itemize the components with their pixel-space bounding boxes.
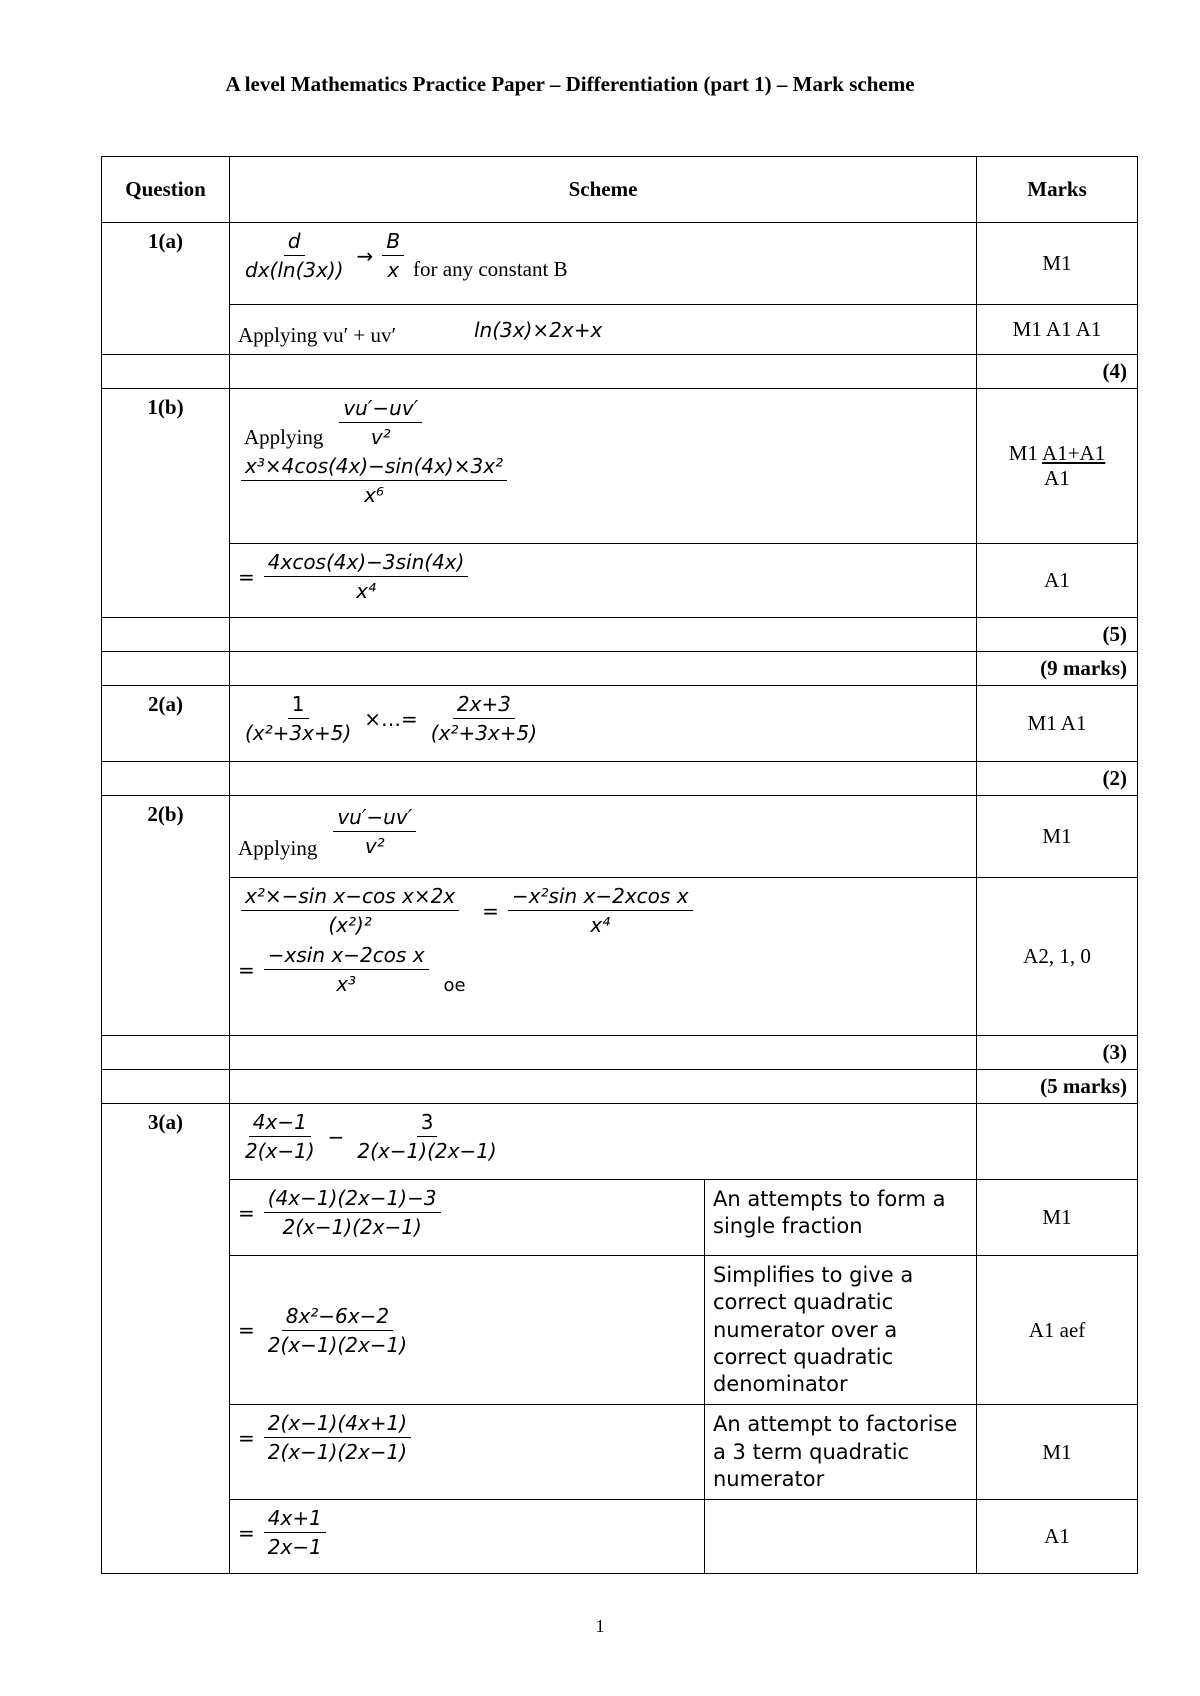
marks-cell: A1 aef <box>977 1256 1138 1405</box>
fraction: $\frac{4xcos(4x)-3\sin(4x)}{\text{x⁴}}$ <box>264 550 469 603</box>
table-row <box>102 1256 1138 1405</box>
grand-total: (9 marks) <box>977 652 1138 686</box>
arrow-icon: → <box>356 243 374 268</box>
marks-cell: M1 <box>977 1405 1138 1500</box>
fraction: $\frac{vu'-uv'}{\text{v²}}$ <box>333 805 416 858</box>
table-row <box>102 223 1138 305</box>
scheme-cell <box>230 223 977 305</box>
scheme-cell: = $\frac{4x+1}{2x-1}$ <box>230 1500 705 1574</box>
marks-cell: A2, 1, 0 <box>977 878 1138 1036</box>
table-row <box>102 1180 1138 1256</box>
guidance-note <box>705 1500 977 1574</box>
grand-total-row <box>102 1070 1138 1104</box>
oe-note: oe <box>443 975 466 996</box>
page-title: A level Mathematics Practice Paper – Differentiation (part 1) – Mark scheme <box>225 72 915 96</box>
marks-cell: M1 A1 A1 <box>977 305 1138 355</box>
fraction: $\frac{2x+3}{\text{(x²+3x+5)}}$ <box>430 692 538 745</box>
subtotal: (4) <box>977 355 1138 389</box>
table-row <box>102 305 1138 355</box>
fraction: $\frac{2(x-1)(4x+1)}{2(x-1)(2x-1)}$ <box>264 1411 411 1464</box>
table-row <box>102 878 1138 1036</box>
fraction: $\frac{1}{\text{(x²+3x+5)}}$ <box>245 692 352 745</box>
scheme-note: for any constant B <box>413 257 568 281</box>
fraction: $\frac{\text{8x²−6x−2}}{2(x-1)(2x-1)}$ <box>267 1303 408 1357</box>
subtotal-row <box>102 355 1138 389</box>
marks-cell: M1 A1 <box>977 686 1138 762</box>
table-row <box>102 1405 1138 1500</box>
subtotal-row <box>102 618 1138 652</box>
subtotal: (2) <box>977 762 1138 796</box>
question-label: 1(b) <box>102 389 230 618</box>
grand-total-row <box>102 652 1138 686</box>
subtotal-row <box>102 762 1138 796</box>
fraction: $\frac{\text{−xsin x−2cos x}}{\text{x³}}$ <box>264 943 429 996</box>
table-row <box>102 544 1138 618</box>
marks-cell: A1 <box>977 544 1138 618</box>
scheme-cell: Applying $\frac{vu'-uv'}{\text{v²}}$ $\frac{\text{x³×4cos(4x)−sin(4x)×3x²}}{\text{x⁶}}$ <box>230 389 977 544</box>
fraction: $\frac{4x-1}{2(x-1)}$ <box>245 1110 315 1163</box>
guidance-note: Simplifies to give a correct quadratic numerator over a correct quadratic denominator <box>705 1256 977 1405</box>
table-row <box>102 1104 1138 1180</box>
guidance-note: An attempts to form a single fraction <box>705 1180 977 1256</box>
fraction: $\frac{3}{2(x-1)(2x-1)}$ <box>357 1110 497 1163</box>
subtotal: (5) <box>977 618 1138 652</box>
question-label: 3(a) <box>102 1104 230 1574</box>
marks-cell: M1 A1+A1 A1 <box>977 389 1138 544</box>
mark-scheme-table <box>101 156 1138 1574</box>
marks-cell: M1 <box>977 223 1138 305</box>
question-label: 2(b) <box>102 796 230 1036</box>
fraction: $\frac{4x+1}{2x-1}$ <box>264 1506 326 1559</box>
fraction: $\frac{\text{x²×−sin x−cos x×2x}}{\text{(x²)²}}$ <box>241 884 459 937</box>
fraction: $\frac{\text{x³×4cos(4x)−sin(4x)×3x²}}{\text{x⁶}}$ <box>241 454 507 507</box>
fraction: $\frac{\text{−x²sin x−2xcos x}}{\text{x⁴}}$ <box>508 884 693 937</box>
scheme-cell: $\frac{\text{x²×−sin x−cos x×2x}}{\text{(x²)²}}$ = $\frac{\text{−x²sin x−2xcos x}}{\text{x⁴}}$ = $\frac{\text{−xsin x−2cos x}}{\text{x³}}$ oe <box>230 878 977 1036</box>
table-row <box>102 389 1138 544</box>
table-row <box>102 686 1138 762</box>
table-row <box>102 796 1138 878</box>
marks-cell: A1 <box>977 1500 1138 1574</box>
subtotal-row <box>102 1036 1138 1070</box>
table-row <box>102 1500 1138 1574</box>
fraction: $\frac{B}{x}$ <box>382 229 404 282</box>
fraction: $\frac{d}{dx(\ln(3x))}$ <box>245 229 344 282</box>
scheme-cell: Applying $\frac{vu'-uv'}{\text{v²}}$ <box>230 796 977 878</box>
scheme-cell: = $\frac{4xcos(4x)-3\sin(4x)}{\text{x⁴}}$ <box>230 544 977 618</box>
header-question: Question <box>102 157 230 223</box>
scheme-cell: $\frac{1}{\text{(x²+3x+5)}}$ ×…= $\frac{2x+3}{\text{(x²+3x+5)}}$ <box>230 686 977 762</box>
subtotal: (3) <box>977 1036 1138 1070</box>
header-marks: Marks <box>977 157 1138 223</box>
question-label: 1(a) <box>102 223 230 355</box>
header-scheme: Scheme <box>230 157 977 223</box>
fraction: $\frac{vu'-uv'}{\text{v²}}$ <box>339 396 422 449</box>
question-label: 2(a) <box>102 686 230 762</box>
page-number: 1 <box>595 1616 605 1636</box>
fraction: $\frac{(4x-1)(2x-1)-3}{2(x-1)(2x-1)}$ <box>264 1186 441 1239</box>
marks-cell: M1 <box>977 796 1138 878</box>
scheme-cell: = $\frac{(4x-1)(2x-1)-3}{2(x-1)(2x-1)}$ <box>230 1180 705 1256</box>
guidance-note: An attempt to factorise a 3 term quadratic numerator <box>705 1405 977 1500</box>
scheme-cell: = $\frac{\text{8x²−6x−2}}{2(x-1)(2x-1)}$ <box>230 1256 705 1405</box>
scheme-cell: Applying vu′ + uv′ ln(3x)×2x+x <box>230 305 977 355</box>
marks-cell: M1 <box>977 1180 1138 1256</box>
scheme-cell: $\frac{4x-1}{2(x-1)}$ − $\frac{3}{2(x-1)(2x-1)}$ <box>230 1104 977 1180</box>
grand-total: (5 marks) <box>977 1070 1138 1104</box>
scheme-cell: = $\frac{2(x-1)(4x+1)}{2(x-1)(2x-1)}$ <box>230 1405 705 1500</box>
header-row <box>102 157 1138 223</box>
